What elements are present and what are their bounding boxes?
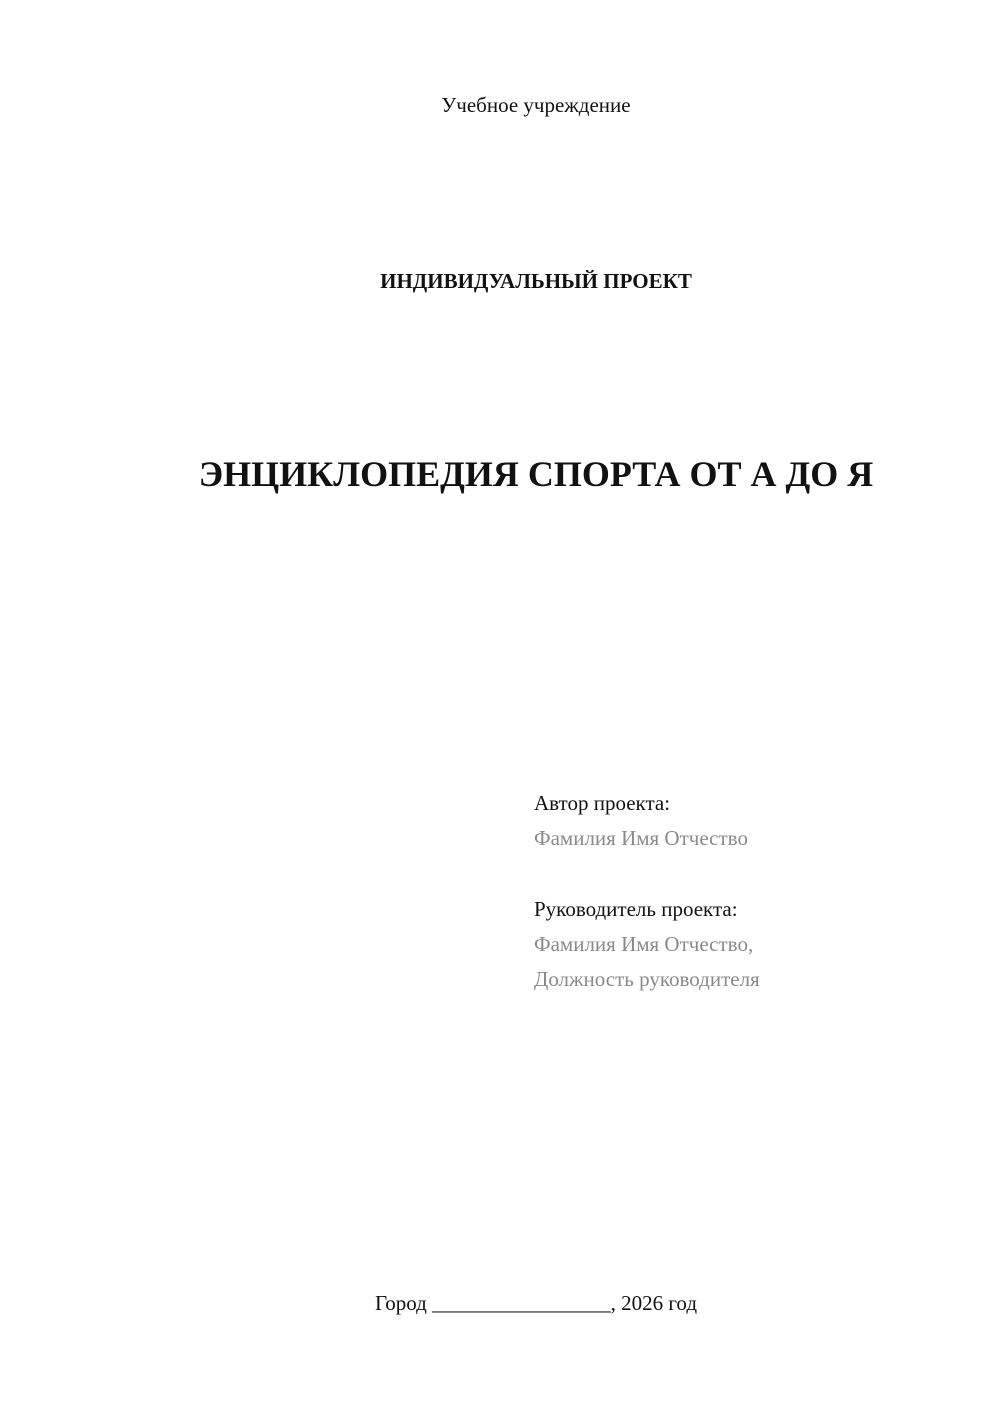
city-year-line: Город _________________, 2026 год (374, 1291, 698, 1315)
supervisor-name: Фамилия Имя Отчество, (534, 932, 754, 956)
author-name: Фамилия Имя Отчество (534, 826, 748, 850)
document-type: ИНДИВИДУАЛЬНЫЙ ПРОЕКТ (380, 269, 692, 293)
project-info-block (534, 786, 974, 997)
supervisor-position: Должность руководителя (534, 967, 760, 991)
info-spacer (534, 856, 974, 892)
project-title: ЭНЦИКЛОПЕДИЯ СПОРТА ОТ А ДО Я (198, 454, 874, 494)
institution-name: Учебное учреждение (441, 93, 631, 117)
author-label: Автор проекта: (534, 791, 671, 815)
supervisor-label: Руководитель проекта: (534, 897, 738, 921)
